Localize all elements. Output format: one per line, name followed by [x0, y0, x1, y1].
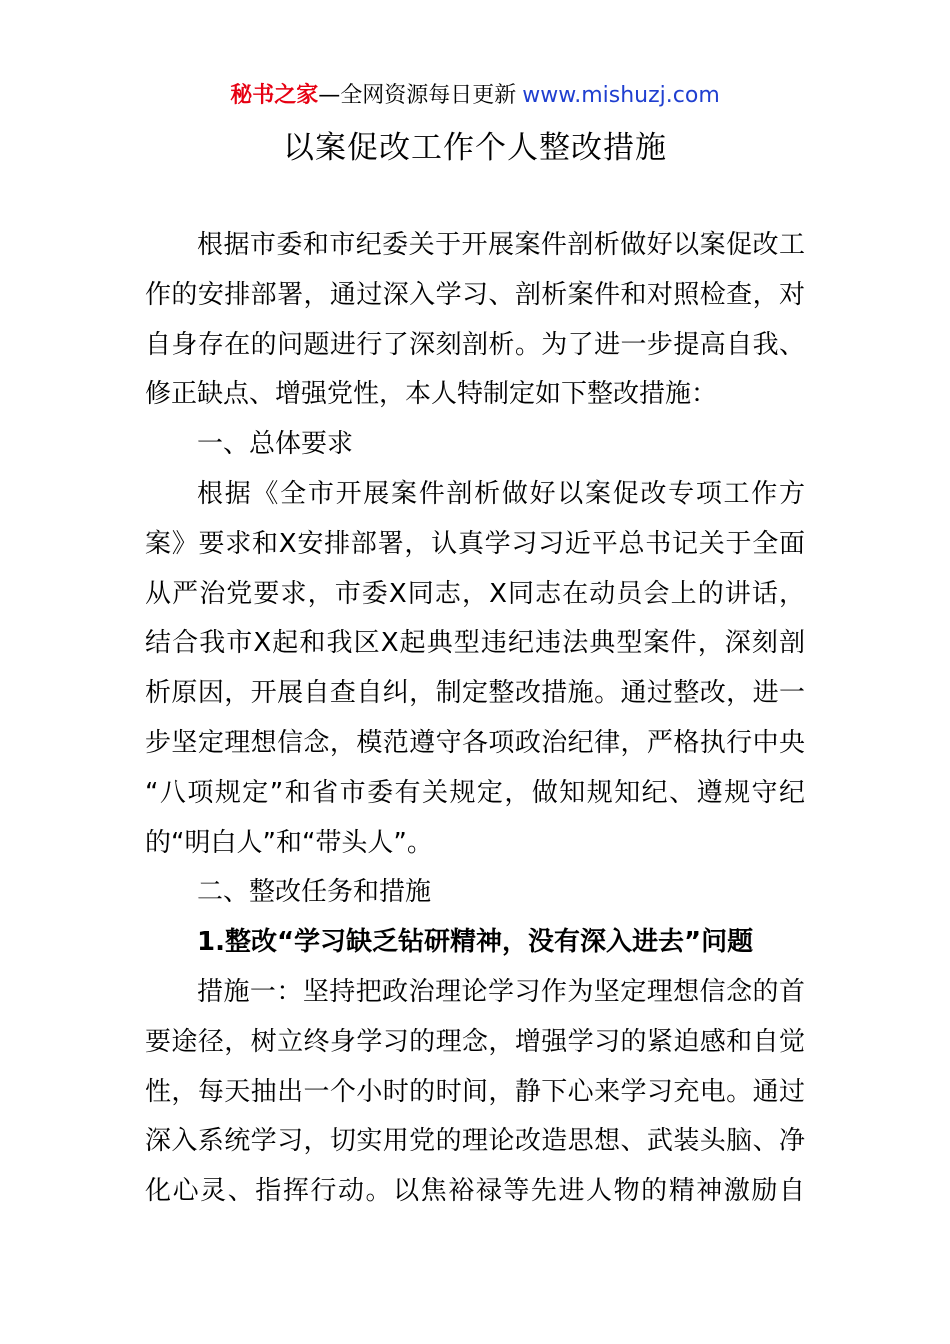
paragraph-intro: [145, 221, 805, 420]
paragraph-line: 根据《全市开展案件剖析做好以案促改专项工作方: [197, 478, 805, 509]
paragraph-line: 化心灵、指挥行动。以焦裕禄等先进人物的精神激励自: [145, 1176, 805, 1207]
paragraph-line: 从严治党要求，市委X同志，X同志在动员会上的讲话，: [145, 578, 805, 609]
site-url-link[interactable]: www.mishuzj.com: [522, 83, 720, 108]
site-header: [0, 81, 950, 111]
paragraph-section1: [145, 470, 805, 868]
site-brand: 秘书之家: [230, 83, 319, 108]
paragraph-line: 要途径，树立终身学习的理念，增强学习的紧迫感和自觉: [145, 1026, 805, 1057]
paragraph-line: 修正缺点、增强党性，本人特制定如下整改措施：: [145, 379, 718, 410]
paragraph-line: 析原因，开展自查自纠，制定整改措施。通过整改，进一: [145, 678, 805, 709]
paragraph-line: 结合我市X起和我区X起典型违纪违法典型案件，深刻剖: [145, 628, 805, 659]
item-heading: 1.整改“学习缺乏钻研精神，没有深入进去”问题: [197, 927, 754, 958]
document-title: 以案促改工作个人整改措施: [283, 130, 667, 166]
paragraph-line: 根据市委和市纪委关于开展案件剖析做好以案促改工: [197, 230, 805, 260]
paragraph-line: 作的安排部署，通过深入学习、剖析案件和对照检查，对: [145, 279, 805, 310]
site-tagline: —全网资源每日更新: [318, 83, 517, 108]
paragraph-line: “八项规定”和省市委有关规定，做知规知纪、遵规守纪: [145, 777, 805, 808]
paragraph-line: 深入系统学习，切实用党的理论改造思想、武装头脑、净: [145, 1126, 805, 1157]
paragraph-line: 步坚定理想信念，模范遵守各项政治纪律，严格执行中央: [145, 727, 805, 758]
paragraph-line: 措施一：坚持把政治理论学习作为坚定理想信念的首: [197, 976, 805, 1007]
paragraph-measure-one: [145, 968, 805, 1217]
document-body: [145, 221, 805, 1217]
paragraph-line: 自身存在的问题进行了深刻剖析。为了进一步提高自我、: [145, 329, 805, 360]
paragraph-line: 的“明白人”和“带头人”。: [145, 827, 433, 858]
section-heading-overall-requirements: 一、总体要求: [197, 429, 354, 460]
section-heading-tasks-and-measures: 二、整改任务和措施: [197, 877, 432, 908]
paragraph-line: 案》要求和X安排部署，认真学习习近平总书记关于全面: [145, 528, 805, 559]
paragraph-line: 性，每天抽出一个小时的时间，静下心来学习充电。通过: [145, 1076, 805, 1107]
